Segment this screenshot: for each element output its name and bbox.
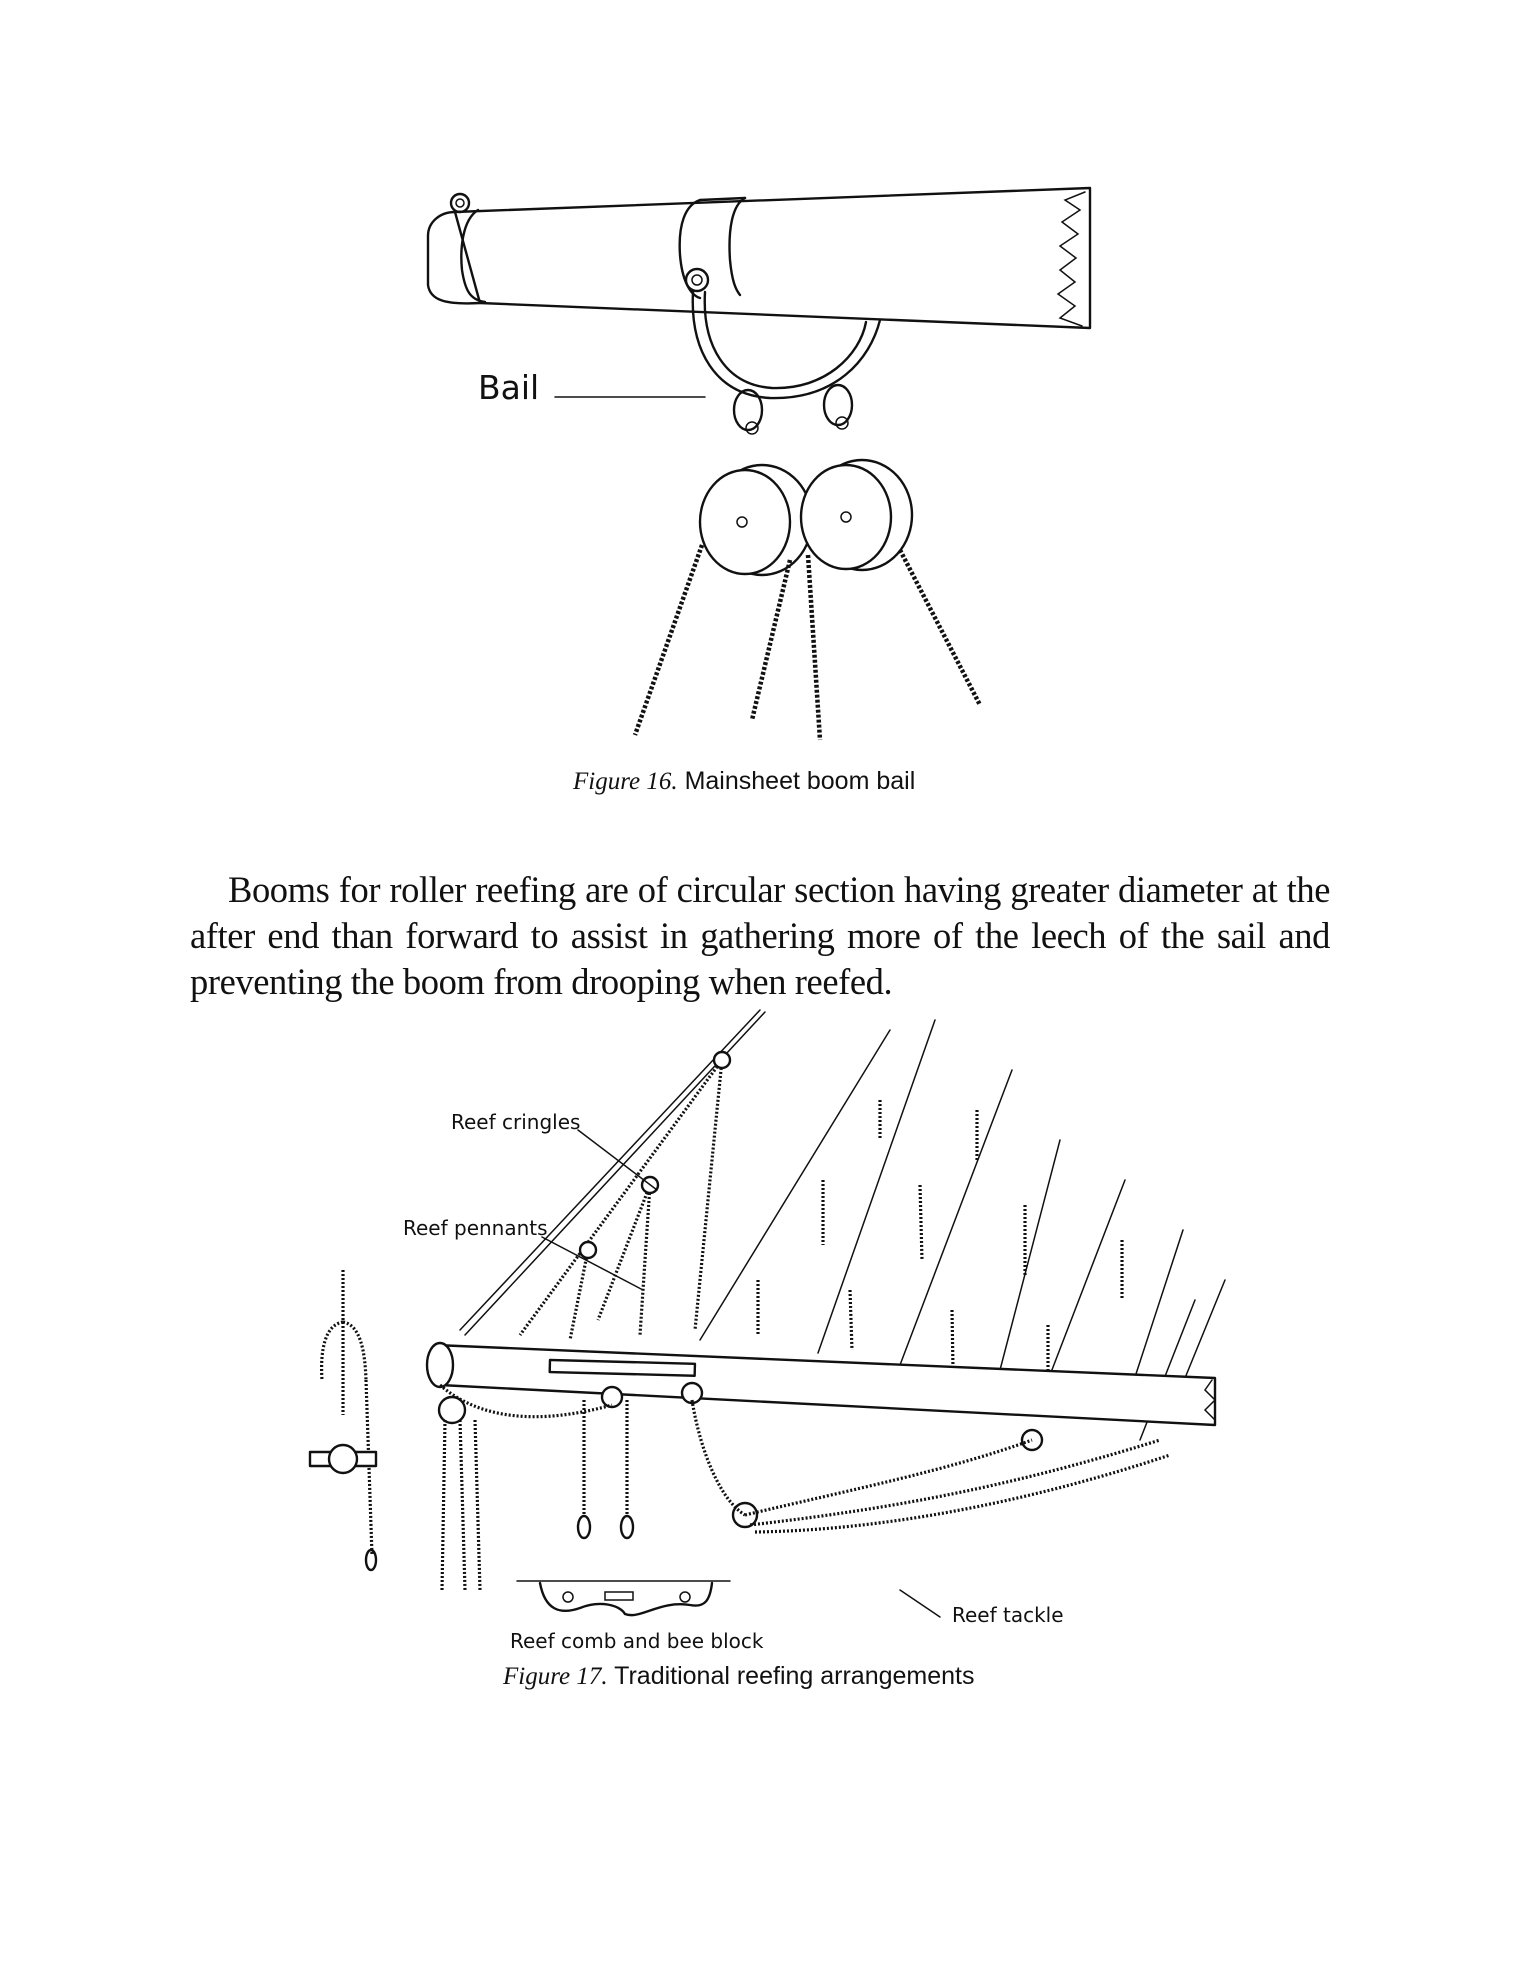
figure-17-number: Figure 17. xyxy=(503,1663,608,1690)
label-reef-tackle: Reef tackle xyxy=(952,1603,1064,1627)
body-paragraph: Booms for roller reefing are of circular section having greater diameter at the after end than forward to assist in gathering more of the leech of the sail and preventing the boom from drooping when reefed. xyxy=(190,868,1330,1002)
figure-16-number: Figure 16. xyxy=(573,768,678,795)
label-bail: Bail xyxy=(478,368,540,407)
figure-17-caption xyxy=(503,1662,975,1691)
label-reef-cringles: Reef cringles xyxy=(451,1110,581,1134)
label-reef-pennants: Reef pennants xyxy=(403,1216,548,1240)
figure-17-title: Traditional reefing arrangements xyxy=(607,1662,975,1690)
label-reef-comb: Reef comb and bee block xyxy=(510,1629,764,1653)
figure-16-title: Mainsheet boom bail xyxy=(677,767,916,795)
